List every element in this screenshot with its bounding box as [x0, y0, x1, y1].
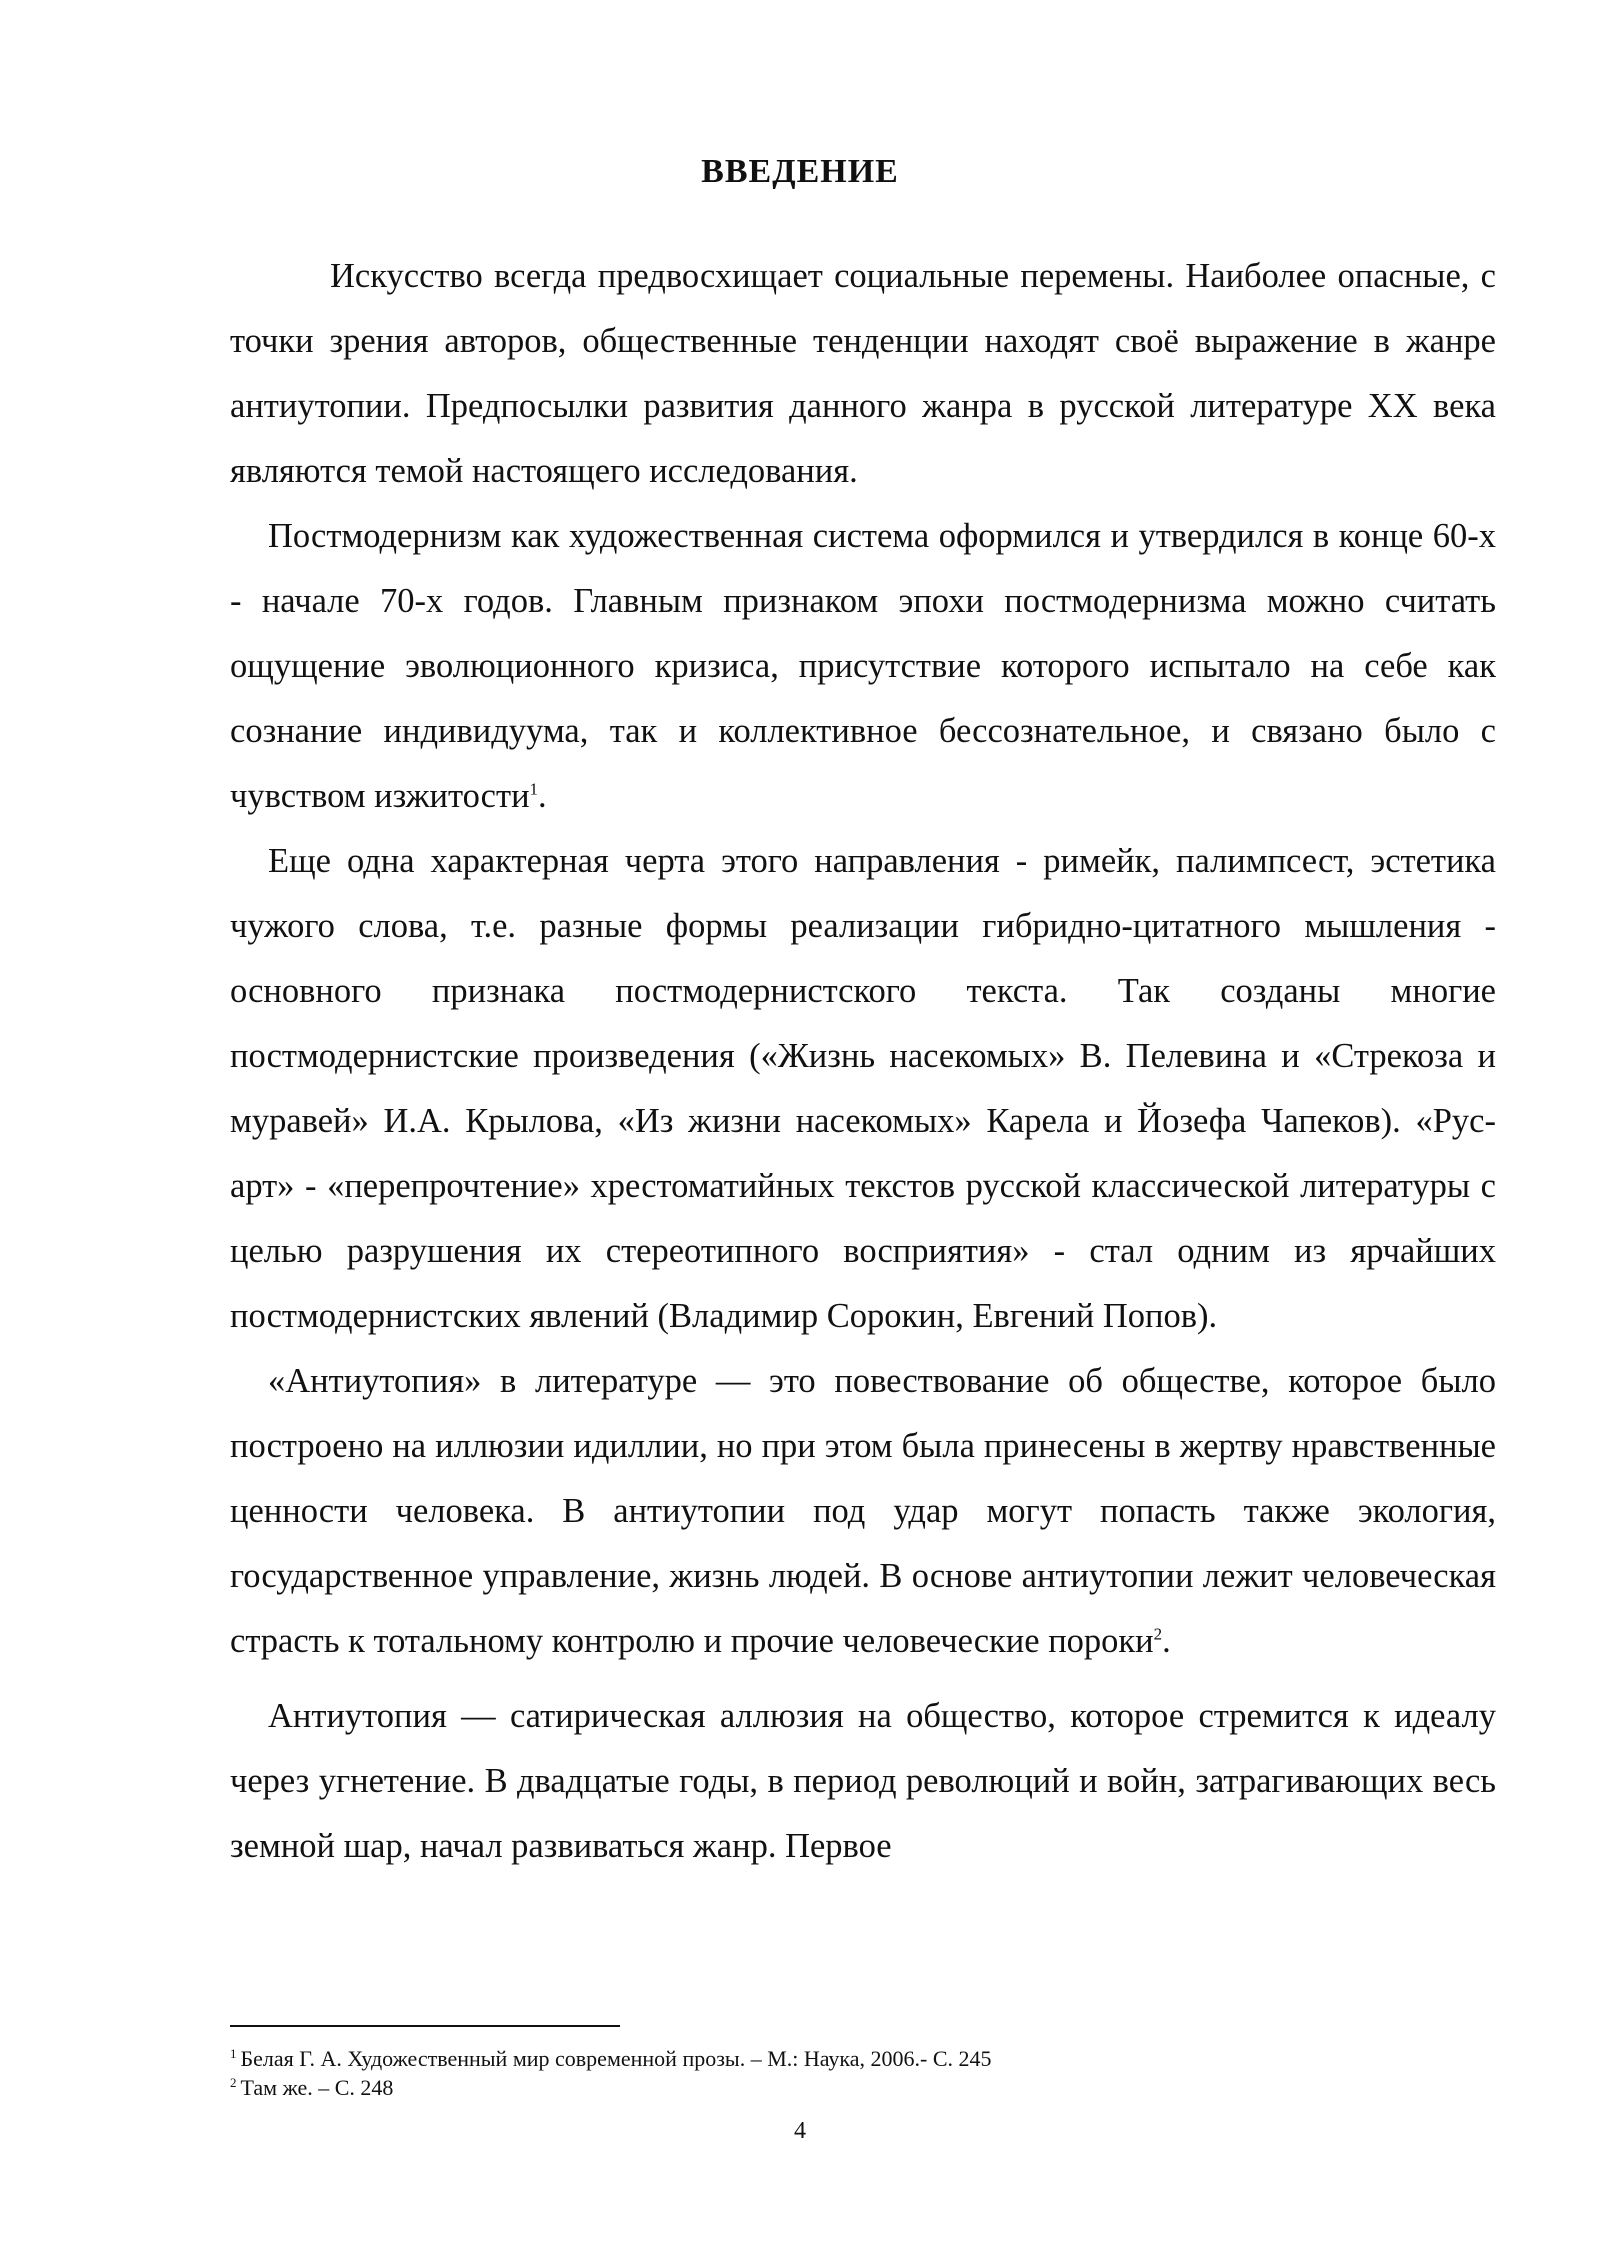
- footnotes: [230, 2044, 1496, 2102]
- body-text: [230, 244, 1496, 1879]
- footnote-number-1: 1: [230, 2045, 237, 2061]
- footnote-ref-2[interactable]: 2: [1153, 1624, 1163, 1644]
- paragraph-5: Антиутопия — сатирическая аллюзия на общество, которое стремится к идеалу через угнетение. В двадцатые годы, в период революций и войн, затрагивающих весь земной шар, начал развиваться жанр. Первое: [230, 1697, 1496, 1865]
- paragraph-1: Искусство всегда предвосхищает социальные перемены. Наиболее опасные, с точки зрения авторов, общественные тенденции находят своё выражение в жанре антиутопии. Предпосылки развития данного жанра в русской литературе XX века являются темой настоящего исследования.: [230, 257, 1496, 490]
- paragraph-4-text: «Антиутопия» в литературе — это повествование об обществе, которое было построено на иллюзии идиллии, но при этом была принесены в жертву нравственные ценности человека. В антиутопии под удар могут попасть также экология, государственное управление, жизнь людей. В основе антиутопии лежит человеческая страсть к тотальному контролю и прочие человеческие пороки: [230, 1362, 1496, 1660]
- footnote-ref-1[interactable]: 1: [529, 779, 539, 799]
- footnote-1: [230, 2044, 1496, 2073]
- footnote-text-1: Белая Г. А. Художественный мир современной прозы. – М.: Наука, 2006.- С. 245: [240, 2046, 992, 2071]
- page-number: 4: [794, 2118, 806, 2144]
- page-title: ВВЕДЕНИЕ: [701, 153, 899, 190]
- footnote-text-2: Там же. – С. 248: [240, 2075, 394, 2100]
- paragraph-3: Еще одна характерная черта этого направления - римейк, палимпсест, эстетика чужого слова, т.е. разные формы реализации гибридно-цитатного мышления - основного признака постмодернистского текста. Так созданы многие постмодернистские произведения («Жизнь насекомых» В. Пелевина и «Стрекоза и муравей» И.А. Крылова, «Из жизни насекомых» Карела и Йозефа Чапеков). «Рус-арт» - «перепрочтение» хрестоматийных текстов русской классической литературы с целью разрушения их стереотипного восприятия» - стал одним из ярчайших постмодернистских явлений (Владимир Сорокин, Евгений Попов).: [230, 842, 1496, 1335]
- paragraph-4-end: .: [1162, 1622, 1171, 1660]
- paragraph-2-text: Постмодернизм как художественная система оформился и утвердился в конце 60-х - начале 70-х годов. Главным признаком эпохи постмодернизма можно считать ощущение эволюционного кризиса, присутствие которого испытало на себе как сознание индивидуума, так и коллективное бессознательное, и связано было с чувством изжитости: [230, 517, 1496, 815]
- footnote-number-2: 2: [230, 2074, 237, 2090]
- paragraph-4: [230, 1349, 1496, 1674]
- footnote-divider: [230, 2025, 620, 2027]
- paragraph-2: [230, 504, 1496, 829]
- paragraph-2-end: .: [538, 777, 547, 815]
- footnote-2: [230, 2073, 1496, 2102]
